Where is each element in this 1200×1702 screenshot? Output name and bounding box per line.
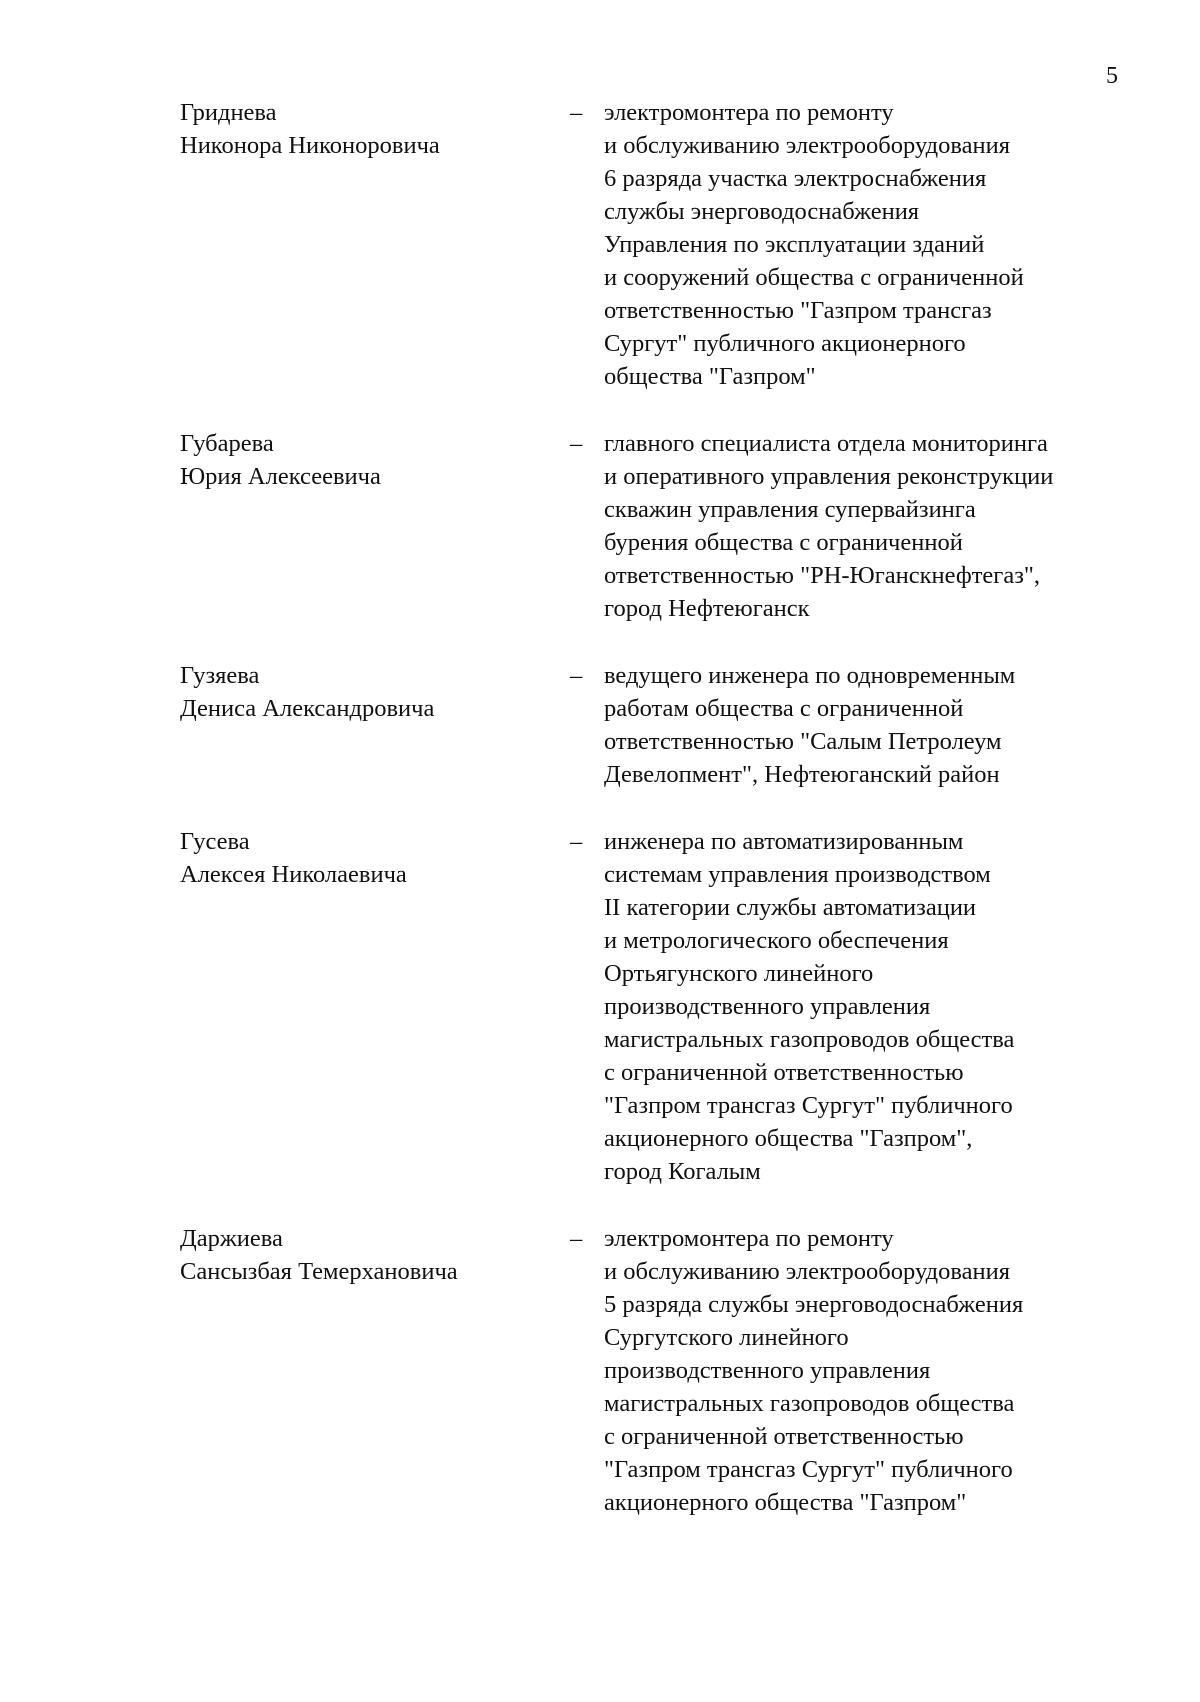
list-entry [0, 427, 1200, 625]
given-names: Юрия Алексеевича [180, 463, 381, 490]
position-line: 6 разряда участка электроснабжения [604, 165, 987, 192]
position-line: город Нефтеюганск [604, 595, 810, 622]
position-description [604, 659, 1144, 791]
position-line: Управления по эксплуатации зданий [604, 231, 985, 258]
person-name [180, 1222, 570, 1519]
position-line: главного специалиста отдела мониторинга [604, 430, 1048, 457]
surname: Гриднева [180, 99, 277, 126]
surname: Гузяева [180, 662, 260, 689]
position-line: и сооружений общества с ограниченной [604, 264, 1024, 291]
surname: Даржиева [180, 1225, 283, 1252]
position-description [604, 825, 1144, 1188]
position-line: с ограниченной ответственностью [604, 1423, 964, 1450]
position-line: и оперативного управления реконструкции [604, 463, 1054, 490]
position-line: электромонтера по ремонту [604, 1225, 894, 1252]
position-line: Ортьягунского линейного [604, 960, 874, 987]
given-names: Дениса Александровича [180, 695, 435, 722]
dash-separator: – [570, 1225, 583, 1252]
position-line: Девелопмент", Нефтеюганский район [604, 761, 1000, 788]
position-line: инженера по автоматизированным [604, 828, 964, 855]
position-line: ответственностью "Салым Петролеум [604, 728, 1002, 755]
position-description [604, 96, 1144, 393]
given-names: Сансызбая Темерхановича [180, 1258, 458, 1285]
position-line: акционерного общества "Газпром", [604, 1125, 973, 1152]
position-line: скважин управления супервайзинга [604, 496, 976, 523]
position-description [604, 427, 1144, 625]
position-line: производственного управления [604, 993, 931, 1020]
position-line: и обслуживанию электрооборудования [604, 1258, 1010, 1285]
list-entry [0, 825, 1200, 1188]
position-description [604, 1222, 1144, 1519]
position-line: II категории службы автоматизации [604, 894, 977, 921]
position-line: город Когалым [604, 1158, 761, 1185]
position-line: Сургут" публичного акционерного [604, 330, 966, 357]
position-line: и обслуживанию электрооборудования [604, 132, 1010, 159]
given-names: Алексея Николаевича [180, 861, 407, 888]
surname: Губарева [180, 430, 274, 457]
position-line: Сургутского линейного [604, 1324, 849, 1351]
position-line: работам общества с ограниченной [604, 695, 964, 722]
position-line: и метрологического обеспечения [604, 927, 949, 954]
position-line: 5 разряда службы энерговодоснабжения [604, 1291, 1024, 1318]
dash-separator: – [570, 430, 583, 457]
person-name [180, 96, 570, 393]
position-line: акционерного общества "Газпром" [604, 1489, 967, 1516]
position-line: ведущего инженера по одновременным [604, 662, 1016, 689]
list-entry [0, 96, 1200, 393]
dash-separator: – [570, 828, 583, 855]
position-line: ответственностью "Газпром трансгаз [604, 297, 992, 324]
person-name [180, 427, 570, 625]
position-line: службы энерговодоснабжения [604, 198, 920, 225]
position-line: производственного управления [604, 1357, 931, 1384]
award-list [0, 96, 1200, 1553]
position-line: общества "Газпром" [604, 363, 816, 390]
given-names: Никонора Никоноровича [180, 132, 440, 159]
page-number: 5 [1106, 63, 1118, 89]
position-line: магистральных газопроводов общества [604, 1390, 1015, 1417]
person-name [180, 659, 570, 791]
person-name [180, 825, 570, 1188]
surname: Гусева [180, 828, 250, 855]
position-line: магистральных газопроводов общества [604, 1026, 1015, 1053]
position-line: ответственностью "РН-Юганскнефтегаз", [604, 562, 1041, 589]
position-line: бурения общества с ограниченной [604, 529, 963, 556]
dash-separator: – [570, 662, 583, 689]
position-line: "Газпром трансгаз Сургут" публичного [604, 1092, 1013, 1119]
position-line: с ограниченной ответственностью [604, 1059, 964, 1086]
list-entry [0, 1222, 1200, 1519]
position-line: "Газпром трансгаз Сургут" публичного [604, 1456, 1013, 1483]
list-entry [0, 659, 1200, 791]
dash-separator: – [570, 99, 583, 126]
position-line: системам управления производством [604, 861, 991, 888]
position-line: электромонтера по ремонту [604, 99, 894, 126]
